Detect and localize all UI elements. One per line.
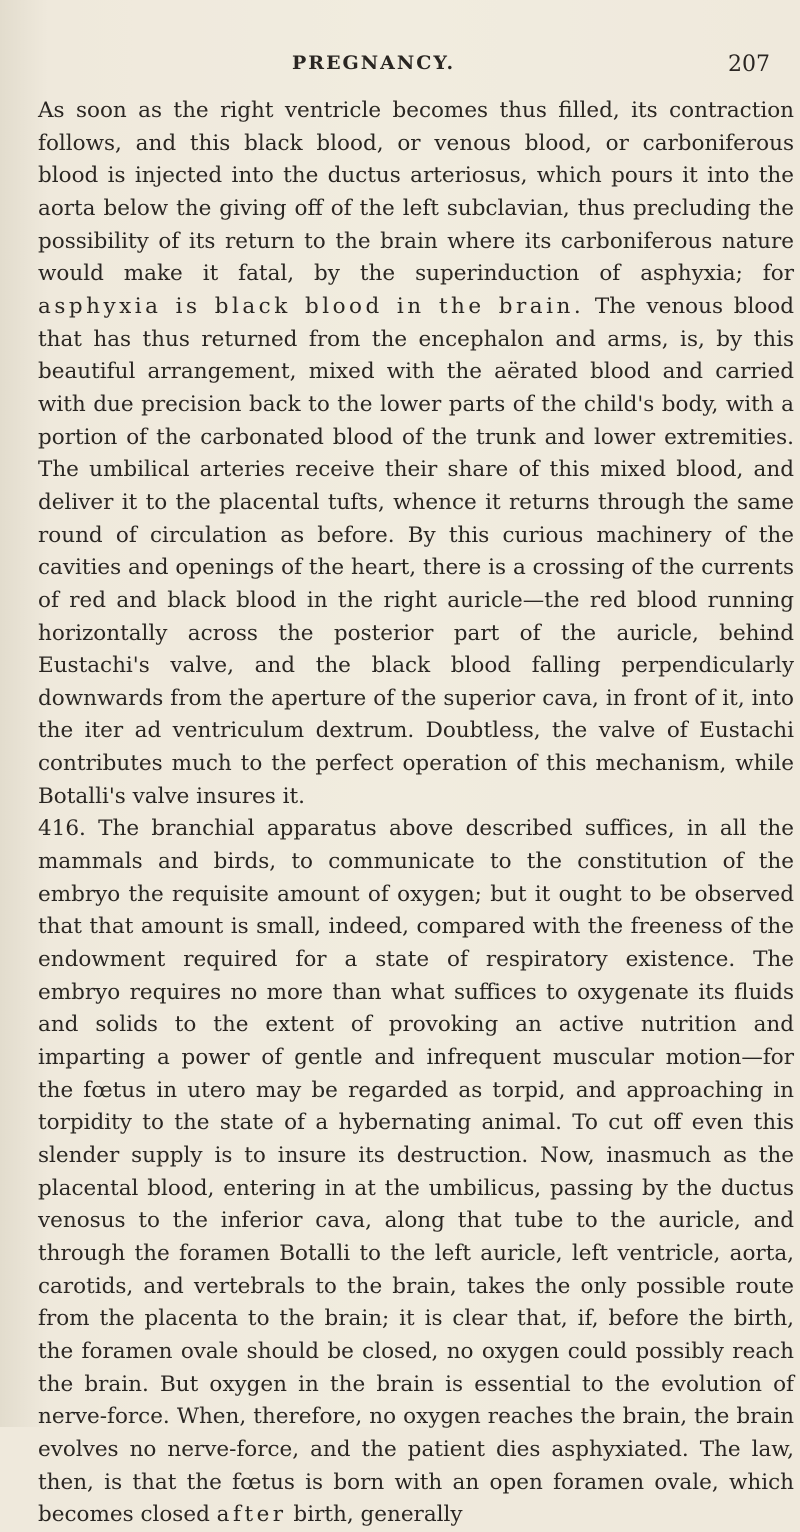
body-text <box>38 95 794 1532</box>
page-number: 207 <box>728 52 770 77</box>
emphasis-after: after <box>216 1502 287 1528</box>
paragraph-1-text-b: The venous blood that has thus returned from the encephalon and arms, is, by this beautiful arrangement, mixed with the aërated blood and carried with due precision back to the lower parts of the child's body, with a portion of the carbonated blood of the trunk and lower extremities. The umbilical arteries receive their share of this mixed blood, and deliver it to the placental tufts, whence it returns through the same round of circulation as before. By this curious machinery of the cavities and openings of the heart, there is a crossing of the currents of red and black blood in the right auricle—the red blood running horizontally across the posterior part of the auricle, behind Eustachi's valve, and the black blood falling perpendicularly downwards from the aperture of the superior cava, in front of it, into the iter ad ventriculum dextrum. Doubtless, the valve of Eustachi contributes much to the perfect operation of this mechanism, while Botalli's valve insures it. <box>38 293 794 809</box>
paragraph-2 <box>38 813 794 1531</box>
paragraph-1-text-a: As soon as the right ventricle becomes thus filled, its contraction follows, and this black blood, or venous blood, or carboniferous blood is injected into the ductus arteriosus, which pours it into the aorta below the giving off of the left subclavian, thus precluding the possibility of its return to the brain where its carboniferous nature would make it fatal, by the superinduction of asphyxia; for <box>38 98 794 287</box>
emphasis-asphyxia: asphyxia is black blood in the brain. <box>38 293 585 319</box>
paragraph-1 <box>38 95 794 813</box>
paragraph-2-text-a: 416. The branchial apparatus above described suffices, in all the mammals and birds, to communicate to the constitution of the embryo the requisite amount of oxygen; but it ought to be observed that that amount is small, indeed, compared with the freeness of the endowment required for a state of respiratory existence. The embryo requires no more than what suffices to oxygenate its fluids and solids to the extent of provoking an active nutrition and imparting a power of gentle and infrequent muscular motion—for the fœtus in utero may be regarded as torpid, and approaching in torpidity to the state of a hybernating animal. To cut off even this slender supply is to insure its destruction. Now, inasmuch as the placental blood, entering in at the umbilicus, passing by the ductus venosus to the inferior cava, along that tube to the auricle, and through the foramen Botalli to the left auricle, left ventricle, aorta, carotids, and vertebrals to the brain, takes the only possible route from the placenta to the brain; it is clear that, if, before the birth, the foramen ovale should be closed, no oxygen could possibly reach the brain. But oxygen in the brain is essential to the evolution of nerve-force. When, therefore, no oxygen reaches the brain, the brain evolves no nerve-force, and the patient dies asphyxiated. The law, then, is that the fœtus is born with an open foramen ovale, which becomes closed <box>38 816 794 1528</box>
paragraph-2-text-b: birth, generally <box>286 1502 463 1528</box>
running-title: PREGNANCY. <box>292 52 456 74</box>
page-header <box>0 52 800 82</box>
